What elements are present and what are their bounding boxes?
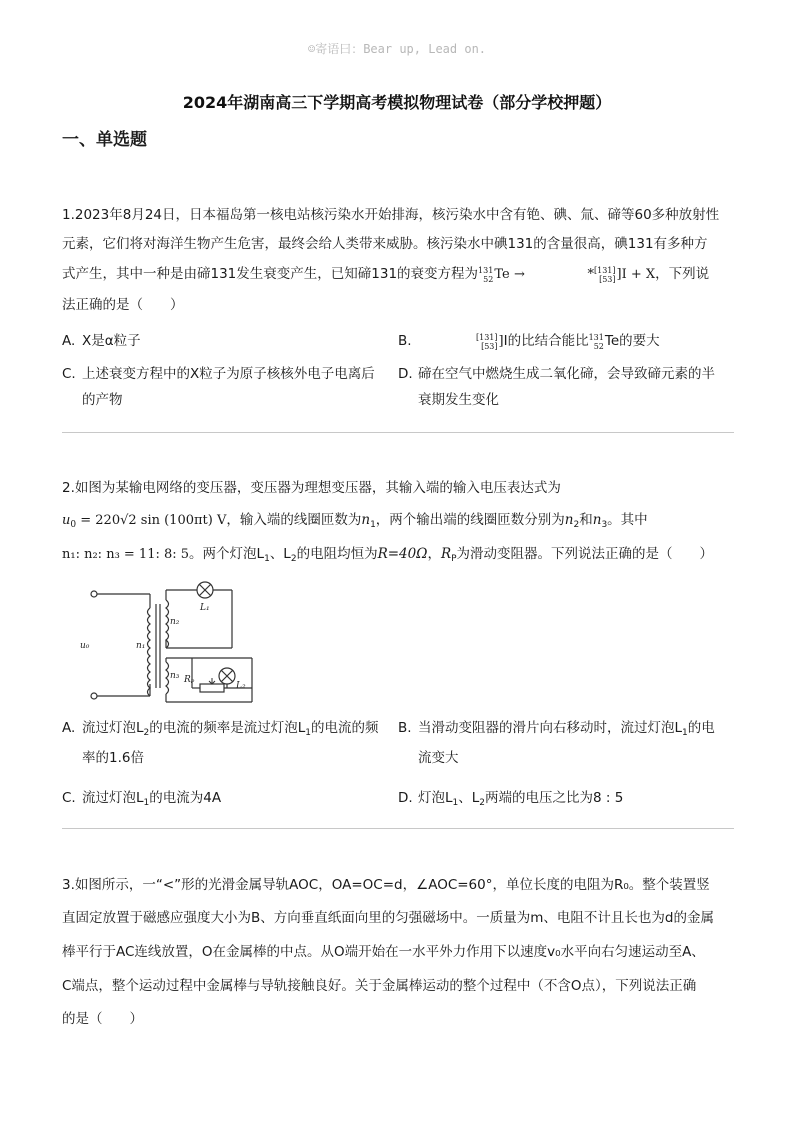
voltage-expression: $u_0 = 220√2$ sin (100πt) V xyxy=(62,513,227,530)
q1-line-4: 法正确的是（ ） xyxy=(62,297,184,313)
q2-option-a[interactable]: A. 流过灯泡$L_2$的电流的频率是流过灯泡$L_1$的电流的频 率的1.6倍 xyxy=(62,720,379,766)
label-n3: n₃ xyxy=(170,671,180,681)
label-n2: n₂ xyxy=(170,617,180,627)
q1-line-2: 元素，它们将对海洋生物产生危害，最终会给人类带来威胁。核污染水中碘131的含量很高，碘131有多种方 xyxy=(62,236,708,252)
q1-line-3-tail: ，下列说 xyxy=(655,266,710,282)
q1-option-b[interactable]: B. [131] [53]]I的比结合能比131 52Te的要大 xyxy=(398,333,660,351)
input-terminal-bottom xyxy=(91,693,97,699)
watermark: ☺寄语曰：Bear up, Lead on. xyxy=(307,42,487,56)
q3-line-1: 3.如图所示，一“<”形的光滑金属导轨AOC，OA=OC=d，∠AOC=60°，单位长度的电阻为R₀。整个装置竖 xyxy=(62,877,710,893)
label-l2: L₂ xyxy=(236,681,246,691)
q1-line-3-text: 式产生，其中一种是由碲131发生衰变产生，已知碲131的衰变方程为 xyxy=(62,266,479,282)
q1-option-a[interactable]: A. X是α粒子 xyxy=(62,333,141,349)
q1-option-c[interactable]: C. 上述衰变方程中的X粒子为原子核核外电子电离后 的产物 xyxy=(62,366,375,408)
te-nuclide: 131 52Te xyxy=(478,266,510,284)
i-nuclide: *[131] [53]]I + X xyxy=(587,266,656,284)
divider xyxy=(62,828,734,829)
q2-option-d[interactable]: D. 灯泡$L_1$、$L_2$两端的电压之比为8 : 5 xyxy=(398,790,624,808)
q3-line-3: 棒平行于AC连线放置，O在金属棒的中点。从O端开始在一水平外力作用下以速度v₀水平向右匀速运动至A、 xyxy=(62,944,705,960)
q2-option-b[interactable]: B. 当滑动变阻器的滑片向右移动时，流过灯泡$L_1$的电 流变大 xyxy=(398,720,715,766)
q2-line-2: $u_0 = 220√2$ sin (100πt) V，输入端的线圈匝数为$n_1$，两个输出端的线圈匝数分别为$n_2$和$n_3$。其中 xyxy=(62,512,648,530)
label-rp: Rₚ xyxy=(184,675,195,685)
q3-line-4: C端点，整个运动过程中金属棒与导轨接触良好。关于金属棒运动的整个过程中（不含O点），下列说法正确 xyxy=(62,978,697,994)
q2-option-c[interactable]: C. 流过灯泡$L_1$的电流为4A xyxy=(62,790,222,808)
q3-line-2: 直固定放置于磁感应强度大小为B、方向垂直纸面向里的匀强磁场中。一质量为m、电阻不计且长也为d的金属 xyxy=(62,910,714,926)
q2-line-1: 2.如图为某输电网络的变压器，变压器为理想变压器，其输入端的输入电压表达式为 xyxy=(62,480,561,496)
q2-line-3: n₁: n₂: n₃ = 11: 8: 5。两个灯泡$L_1$、$L_2$的电阻均恒为R=40Ω，$R_P$为滑动变阻器。下列说法正确的是（ ） xyxy=(62,546,714,564)
q1-line-3 xyxy=(62,262,709,284)
input-terminal-top xyxy=(91,591,97,597)
rheostat-rp xyxy=(200,684,224,692)
q3-line-5: 的是（ ） xyxy=(62,1011,143,1027)
q1-line-1: 1.2023年8月24日，日本福岛第一核电站核污染水开始排海，核污染水中含有铯、碘、氚、碲等60多种放射性 xyxy=(62,207,720,223)
turns-ratio: n₁: n₂: n₃ = 11: 8: 5 xyxy=(62,547,190,562)
label-u0: u₀ xyxy=(80,641,90,651)
label-n1: n₁ xyxy=(136,641,146,651)
transformer-circuit-diagram xyxy=(72,578,272,708)
section-heading: 一、单选题 xyxy=(62,130,147,150)
decay-arrow: → xyxy=(513,267,525,282)
label-l1: L₁ xyxy=(200,603,210,613)
q1-option-d[interactable]: D. 碲在空气中燃烧生成二氧化碲，会导致碲元素的半 衰期发生变化 xyxy=(398,366,715,408)
divider xyxy=(62,432,734,433)
page-title: 2024年湖南高三下学期高考模拟物理试卷（部分学校押题） xyxy=(182,93,612,112)
